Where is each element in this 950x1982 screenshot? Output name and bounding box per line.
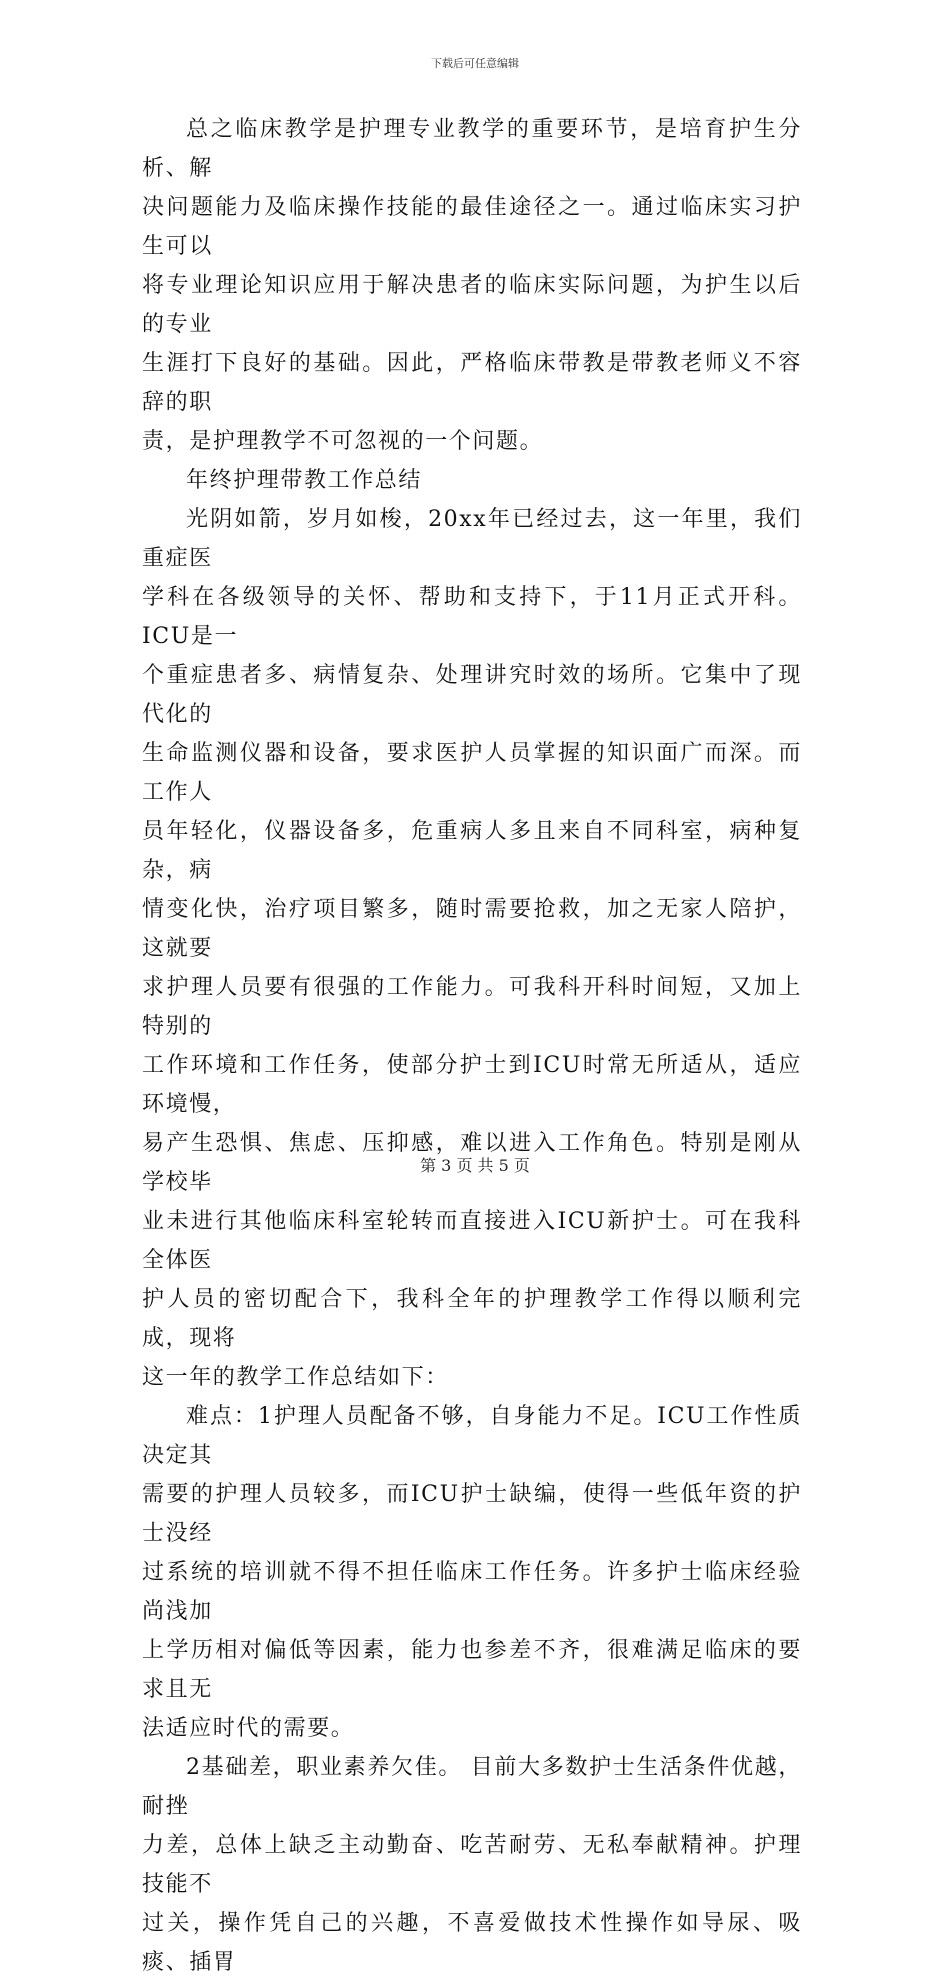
paragraph-difficulty-2: 2基础差，职业素养欠佳。 目前大多数护士生活条件优越，耐挫 力差，总体上缺乏主动勤奋、吃苦耐劳、无私奉献精神。护理技能不 过关，操作凭自己的兴趣，不喜爱做技术性操作如导尿、吸痰、插胃	[142, 1755, 802, 1975]
page-number: 第 3 页 共 5 页	[420, 1156, 530, 1175]
paragraph-conclusion: 总之临床教学是护理专业教学的重要环节，是培育护生分析、解 决问题能力及临床操作技能的最佳途径之一。通过临床实习护生可以 将专业理论知识应用于解决患者的临床实际问题，为护生以后的专业 生涯打下良好的基础。因此，严格临床带教是带教老师义不容辞的职 责，是护理教学不可忽视的一个问题。	[142, 117, 802, 454]
section-title: 年终护理带教工作总结	[186, 468, 423, 493]
document-body	[142, 110, 802, 1982]
paragraph-difficulty-1: 难点：1护理人员配备不够，自身能力不足。ICU工作性质决定其 需要的护理人员较多，而ICU护士缺编，使得一些低年资的护士没经 过系统的培训就不得不担任临床工作任务。许多护士临床经验尚浅加 上学历相对偏低等因素，能力也参差不齐，很难满足临床的要求且无 法适应时代的需要。	[142, 1404, 802, 1741]
page-header-note: 下载后可任意编辑	[431, 57, 519, 70]
paragraph-intro: 光阴如箭，岁月如梭，20xx年已经过去，这一年里，我们重症医 学科在各级领导的关怀、帮助和支持下，于11月正式开科。ICU是一 个重症患者多、病情复杂、处理讲究时效的场所。它集中了现代化的 生命监测仪器和设备，要求医护人员掌握的知识面广而深。而工作人 员年轻化，仪器设备多，危重病人多且来自不同科室，病种复杂，病 情变化快，治疗项目繁多，随时需要抢救，加之无家人陪护，这就要 求护理人员要有很强的工作能力。可我科开科时间短，又加上特别的 工作环境和工作任务，使部分护士到ICU时常无所适从，适应环境慢， 易产生恐惧、焦虑、压抑感，难以进入工作角色。特别是刚从学校毕 业未进行其他临床科室轮转而直接进入ICU新护士。可在我科全体医 护人员的密切配合下，我科全年的护理教学工作得以顺利完成，现将 这一年的教学工作总结如下：	[142, 507, 802, 1390]
